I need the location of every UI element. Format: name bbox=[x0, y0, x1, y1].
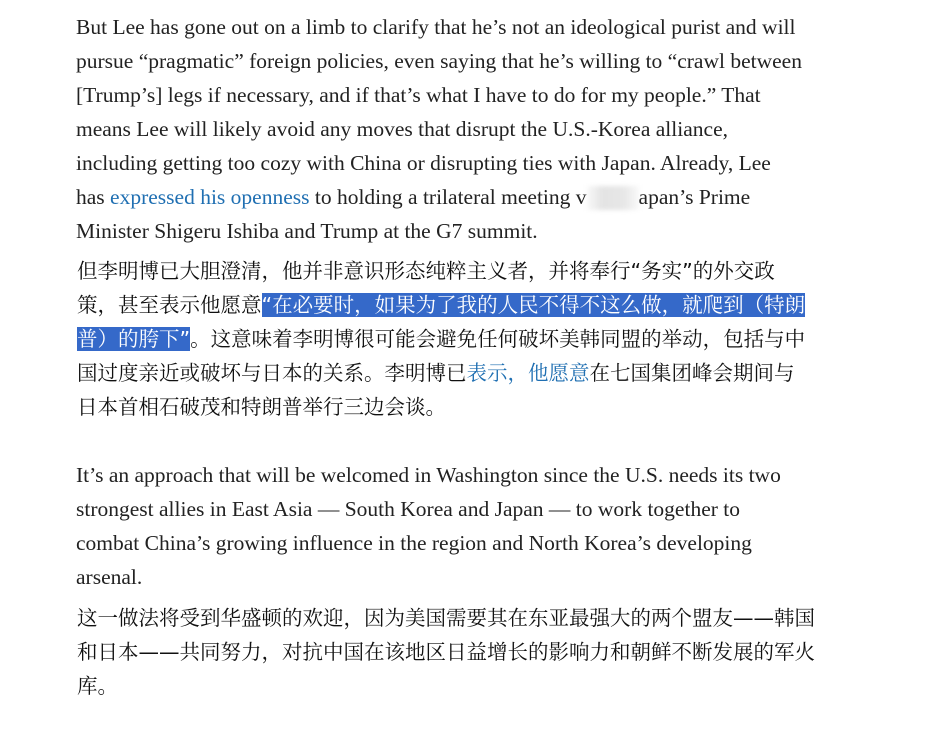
text-line: strongest allies in East Asia — South Korea and Japan — to work together to bbox=[76, 497, 740, 521]
paragraph-english-2 bbox=[76, 458, 906, 594]
text-fragment: 策，甚至表示他愿意 bbox=[77, 293, 262, 317]
text-fragment: to holding a trilateral meeting v bbox=[309, 185, 587, 209]
text-line: [Trump’s] legs if necessary, and if that’s what I have to do for my people.” That bbox=[76, 83, 761, 107]
paragraph-english-1 bbox=[76, 10, 906, 248]
text-line: pursue “pragmatic” foreign policies, even saying that he’s willing to “crawl between bbox=[76, 49, 802, 73]
text-line: 日本首相石破茂和特朗普举行三边会谈。 bbox=[77, 395, 446, 419]
text-line: 这一做法将受到华盛顿的欢迎，因为美国需要其在东亚最强大的两个盟友——韩国 bbox=[77, 606, 815, 630]
text-line: It’s an approach that will be welcomed in Washington since the U.S. needs its two bbox=[76, 463, 781, 487]
text-line: But Lee has gone out on a limb to clarify that he’s not an ideological purist and will bbox=[76, 15, 796, 39]
selected-text[interactable]: 普）的胯下” bbox=[77, 327, 191, 351]
paragraph-chinese-2 bbox=[77, 601, 907, 703]
text-fragment: has bbox=[76, 185, 111, 209]
text-fragment: 国过度亲近或破坏与日本的关系。李明博已 bbox=[77, 361, 467, 385]
selected-text[interactable]: “在必要时，如果为了我的人民不得不这么做，就爬到（特朗 bbox=[261, 293, 806, 317]
expressed-willingness-link[interactable]: 表示，他愿意 bbox=[466, 361, 590, 385]
text-line: including getting too cozy with China or disrupting ties with Japan. Already, Lee bbox=[76, 151, 771, 175]
text-line: arsenal. bbox=[76, 565, 143, 589]
text-line bbox=[77, 322, 907, 356]
text-line: Minister Shigeru Ishiba and Trump at the G7 summit. bbox=[76, 219, 538, 243]
text-fragment: apan’s Prime bbox=[638, 185, 751, 209]
text-fragment: 在七国集团峰会期间与 bbox=[589, 361, 795, 385]
text-line: combat China’s growing influence in the region and North Korea’s developing bbox=[76, 531, 752, 555]
text-line: means Lee will likely avoid any moves that disrupt the U.S.-Korea alliance, bbox=[76, 117, 728, 141]
text-line bbox=[76, 180, 906, 214]
text-line: 库。 bbox=[77, 674, 118, 698]
text-line: 和日本——共同努力，对抗中国在该地区日益增长的影响力和朝鲜不断发展的军火 bbox=[77, 640, 815, 664]
text-line: 但李明博已大胆澄清，他并非意识形态纯粹主义者，并将奉行“务实”的外交政 bbox=[77, 259, 775, 283]
text-line bbox=[77, 356, 907, 390]
paragraph-chinese-1 bbox=[77, 254, 907, 424]
text-line bbox=[77, 288, 907, 322]
obscured-text-overlay bbox=[587, 186, 639, 210]
expressed-openness-link[interactable]: expressed his openness bbox=[110, 185, 310, 209]
text-fragment: 。这意味着李明博很可能会避免任何破坏美韩同盟的举动，包括与中 bbox=[190, 327, 806, 351]
